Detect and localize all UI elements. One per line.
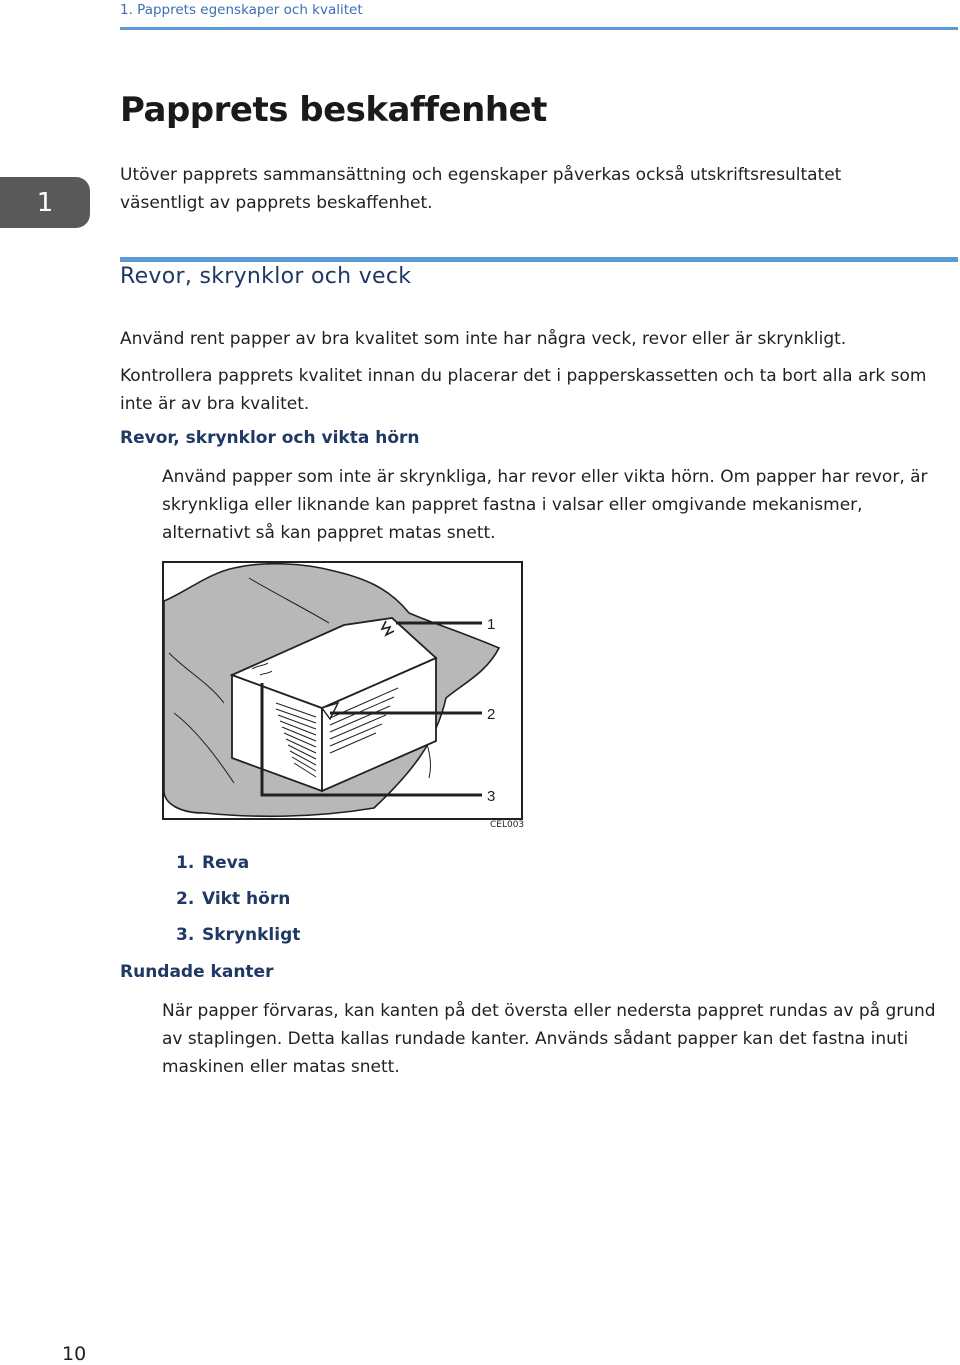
paper-stack-drawing: [164, 563, 521, 818]
legend-number: 1.: [176, 853, 195, 873]
legend-item: [176, 853, 249, 873]
figure-code: CEL003: [490, 820, 525, 830]
section-heading: Revor, skrynklor och veck: [120, 264, 412, 289]
subsection-heading-tears: Revor, skrynklor och vikta hörn: [120, 428, 420, 448]
chapter-number: 1: [36, 187, 54, 218]
paper-damage-illustration: [162, 561, 523, 820]
legend-label: Reva: [202, 853, 250, 873]
callout-2: 2: [487, 706, 496, 723]
legend-label: Vikt hörn: [202, 889, 291, 909]
header-rule: [120, 27, 958, 30]
legend-number: 2.: [176, 889, 195, 909]
page-number: 10: [62, 1343, 87, 1365]
running-head: 1. Papprets egenskaper och kvalitet: [120, 2, 363, 18]
legend-number: 3.: [176, 925, 195, 945]
section-paragraph-1: Använd rent papper av bra kvalitet som inte har några veck, revor eller är skrynkligt.: [120, 329, 847, 349]
legend-item: [176, 889, 290, 909]
legend-label: Skrynkligt: [202, 925, 301, 945]
subsection-paragraph-rounded-edges: När papper förvaras, kan kanten på det översta eller nedersta pappret rundas av på grund av staplingen. Detta kallas rundade kanter. Används sådant papper kan det fastna inuti maskinen eller matas snett.: [162, 1001, 936, 1077]
subsection-paragraph-tears: Använd papper som inte är skrynkliga, har revor eller vikta hörn. Om papper har revor, är skrynkliga eller liknande kan pappret fastna i valsar eller omgivande mekanismer, alternativt så kan pappret matas snett.: [162, 467, 928, 543]
legend-item: [176, 925, 300, 945]
section-rule: [120, 257, 958, 262]
section-paragraph-2: Kontrollera papprets kvalitet innan du placerar det i papperskassetten och ta bort alla ark som inte är av bra kvalitet.: [120, 366, 927, 414]
intro-paragraph: Utöver papprets sammansättning och egenskaper påverkas också utskriftsresultatet väsentligt av papprets beskaffenhet.: [120, 165, 842, 213]
page-title: Papprets beskaffenhet: [120, 90, 547, 130]
callout-3: 3: [487, 788, 496, 805]
chapter-tab: [0, 177, 90, 228]
callout-1: 1: [487, 616, 496, 633]
subsection-heading-rounded-edges: Rundade kanter: [120, 962, 274, 982]
